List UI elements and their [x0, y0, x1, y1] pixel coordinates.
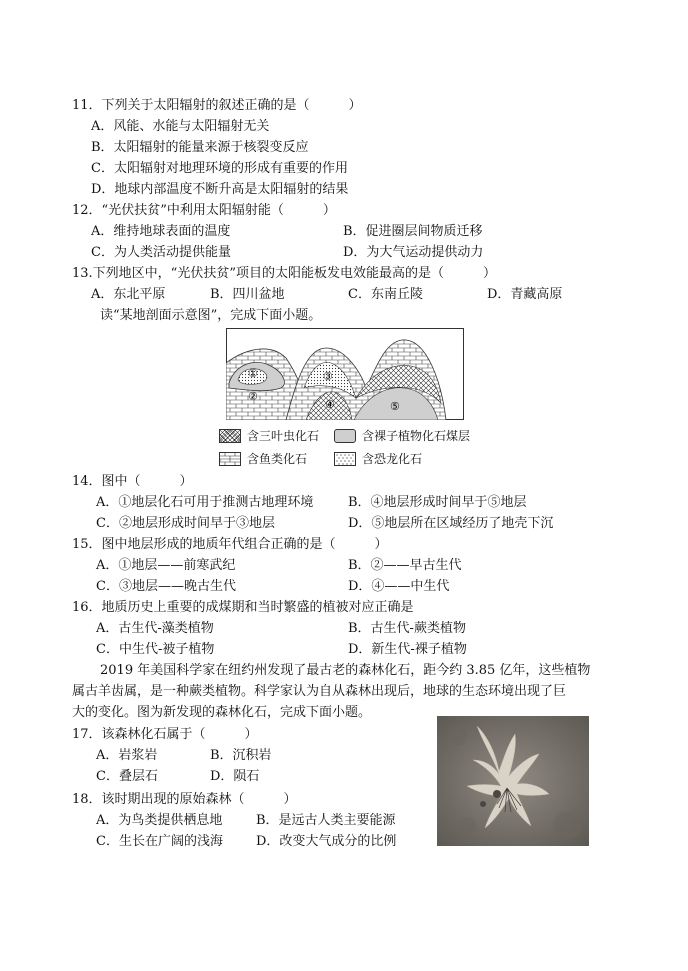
legend-trilobite: [219, 428, 319, 444]
passage-line-2: 属古羊齿属，是一种蕨类植物。科学家认为自从森林出现后，地球的生态环境出现了巨: [72, 684, 567, 699]
label-4: ④: [325, 398, 335, 411]
q14-option-c: C．②地层形成时间早于③地层: [96, 516, 275, 531]
fish-swatch: [219, 452, 241, 466]
gymnosperm-swatch: [334, 429, 356, 443]
q12-option-a: A．维持地球表面的温度: [91, 224, 231, 239]
label-1: ①: [248, 367, 258, 380]
label-2: ②: [248, 390, 258, 403]
q16-option-b: B．古生代-蕨类植物: [348, 621, 466, 636]
q15-option-d: D．④——中生代: [348, 579, 450, 594]
q17-stem: 17．该森林化石属于（ ）: [72, 727, 258, 742]
q16-option-d: D．新生代-裸子植物: [348, 642, 467, 657]
q13-option-b: B．四川盆地: [210, 287, 285, 302]
q12-option-c: C．为人类活动提供能量: [91, 245, 231, 260]
legend-fish: [219, 451, 307, 467]
q18-option-d: D．改变大气成分的比例: [256, 834, 397, 849]
q14-stem: 14．图中（ ）: [72, 474, 193, 489]
q16-option-c: C．中生代-被子植物: [96, 642, 215, 657]
q13-option-a: A．东北平原: [91, 287, 166, 302]
q16-option-a: A．古生代-藻类植物: [96, 621, 214, 636]
q17-option-d: D．陨石: [210, 769, 260, 784]
q12-stem: 12．“光伏扶贫”中利用太阳辐射能（ ）: [72, 203, 336, 218]
passage-line-3: 大的变化。图为新发现的森林化石，完成下面小题。: [72, 705, 372, 720]
label-3: ③: [323, 370, 333, 383]
passage-line-1: 2019 年美国科学家在纽约州发现了最古老的森林化石，距今约 3.85 亿年，这些植物: [100, 663, 591, 678]
q15-option-b: B．②——早古生代: [348, 558, 462, 573]
q11-option-b: B．太阳辐射的能量来源于核裂变反应: [91, 140, 309, 155]
q11-option-d: D．地球内部温度不断升高是太阳辐射的结果: [91, 182, 349, 197]
legend-fish-label: 含鱼类化石: [247, 452, 308, 466]
label-5: ⑤: [390, 400, 400, 413]
q15-option-c: C．③地层——晚古生代: [96, 579, 236, 594]
q17-option-b: B．沉积岩: [210, 748, 272, 763]
intro-14: 读“某地剖面示意图”，完成下面小题。: [100, 308, 322, 323]
q11-option-c: C．太阳辐射对地理环境的形成有重要的作用: [91, 161, 348, 176]
q17-option-a: A．岩浆岩: [96, 748, 158, 763]
q13-option-d: D．青藏高原: [487, 287, 563, 302]
q14-option-a: A．①地层化石可用于推测古地理环境: [96, 495, 314, 510]
q13-option-c: C．东南丘陵: [348, 287, 423, 302]
q17-option-c: C．叠层石: [96, 769, 158, 784]
q11-stem: 11．下列关于太阳辐射的叙述正确的是（ ）: [72, 98, 362, 113]
legend-dinosaur: [334, 451, 422, 467]
q18-stem: 18．该时期出现的原始森林（ ）: [72, 792, 297, 807]
legend-gymnosperm: [334, 428, 470, 444]
q13-stem: 13.下列地区中，“光伏扶贫”项目的太阳能板发电效能最高的是（ ）: [72, 266, 496, 281]
q12-option-b: B．促进圈层间物质迁移: [343, 224, 483, 239]
q18-option-a: A．为鸟类提供栖息地: [96, 813, 223, 828]
q14-option-b: B．④地层形成时间早于⑤地层: [348, 495, 527, 510]
trilobite-swatch: [219, 429, 241, 443]
q14-option-d: D．⑤地层所在区域经历了地壳下沉: [348, 516, 554, 531]
q11-option-a: A．风能、水能与太阳辐射无关: [91, 119, 270, 134]
q15-stem: 15．图中地层形成的地质年代组合正确的是（ ）: [72, 537, 388, 552]
q12-option-d: D．为大气运动提供动力: [343, 245, 484, 260]
cross-section-diagram: [226, 328, 464, 420]
q18-option-b: B．是远古人类主要能源: [256, 813, 396, 828]
q18-option-c: C．生长在广阔的浅海: [96, 834, 223, 849]
q16-stem: 16．地质历史上重要的成煤期和当时繁盛的植被对应正确是: [72, 600, 414, 615]
legend-trilobite-label: 含三叶虫化石: [247, 429, 320, 443]
fossil-photo: [437, 716, 589, 846]
legend-dinosaur-label: 含恐龙化石: [362, 452, 423, 466]
legend-gymnosperm-label: 含裸子植物化石煤层: [362, 429, 471, 443]
q15-option-a: A．①地层——前寒武纪: [96, 558, 236, 573]
dinosaur-swatch: [334, 452, 356, 466]
